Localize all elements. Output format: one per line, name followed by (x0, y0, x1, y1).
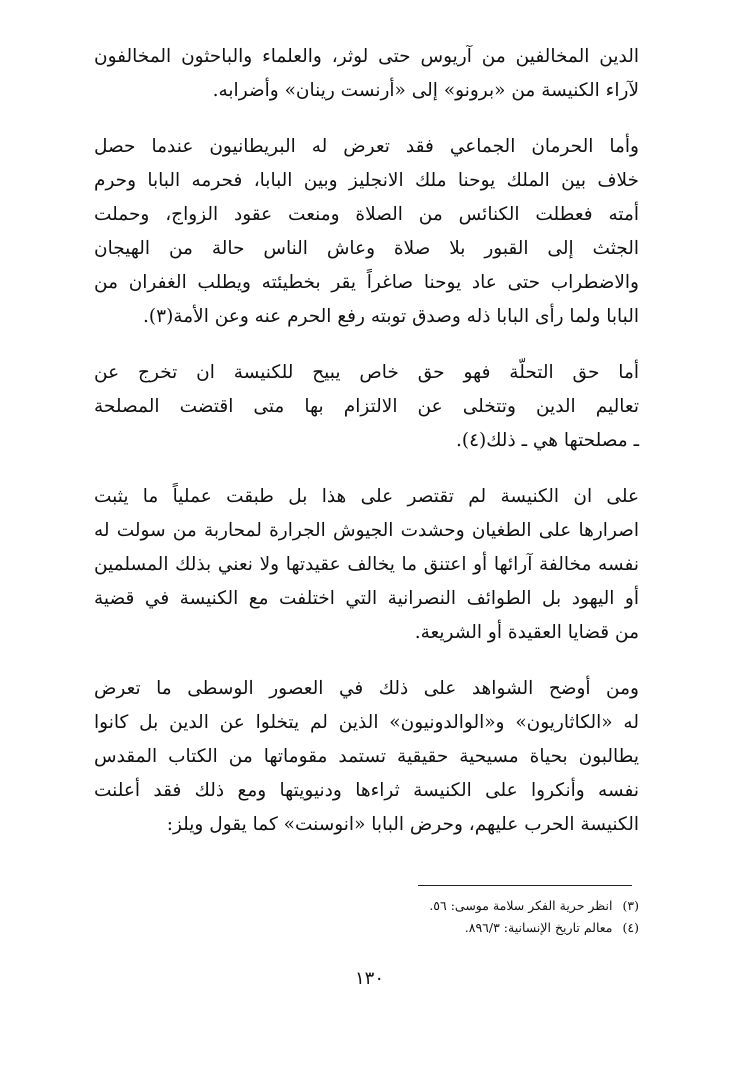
footnote-text: انظر حرية الفكر سلامة موسى: ٥٦. (429, 898, 613, 913)
footnote-number: (٤) (622, 920, 639, 935)
paragraph (94, 480, 639, 650)
page-number: ١٣٠ (354, 968, 384, 989)
paragraph (94, 672, 639, 842)
text-line: البابا ولما رأى البابا ذله وصدق توبته رفع الحرم عنه وعن الأمة(٣). (143, 306, 639, 327)
paragraph (94, 40, 639, 108)
text-line: أما حق التحلّة فهو حق خاص يبيح للكنيسة ان تخرج عن (94, 362, 639, 383)
text-line: تعاليم الدين وتتخلى عن الالتزام بها متى اقتضت المصلحة (94, 396, 639, 417)
text-line: اصرارها على الطغيان وحشدت الجيوش الجرارة لمحاربة من سولت له (94, 520, 639, 541)
footnotes (94, 895, 639, 939)
text-line: من قضايا العقيدة أو الشريعة. (414, 622, 639, 643)
text-line: على ان الكنيسة لم تقتصر على هذا بل طبقت عملياً ما يثبت (94, 486, 639, 507)
paragraph (94, 356, 639, 458)
text-line: ـ مصلحتها هي ـ ذلك(٤). (455, 430, 639, 451)
text-line: الكنيسة الحرب عليهم، وحرض البابا «انوسنت» كما يقول ويلز: (166, 814, 639, 835)
text-line: أمته فعطلت الكنائس من الصلاة ومنعت عقود الزواج، وحملت (94, 204, 639, 225)
footnote-number: (٣) (622, 898, 639, 913)
text-line: والاضطراب حتى عاد يوحنا صاغراً يقر بخطيئته ويطلب الغفران من (94, 272, 639, 293)
paragraph (94, 130, 639, 334)
text-line: الجثث إلى القبور بلا صلاة وعاش الناس حالة من الهيجان (94, 238, 639, 259)
footnote (94, 917, 639, 939)
text-line: ومن أوضح الشواهد على ذلك في العصور الوسطى ما تعرض (94, 678, 639, 699)
text-line: وأما الحرمان الجماعي فقد تعرض له البريطانيون عندما حصل (94, 136, 639, 157)
footnote-separator (418, 885, 632, 886)
text-line: له «الكاثاريون» و«الوالدونيون» الذين لم يتخلوا عن الدين بل كانوا (94, 712, 639, 733)
text-line: يطالبون بحياة مسيحية حقيقية تستمد مقوماتها من الكتاب المقدس (94, 746, 639, 767)
footnote-text: معالم تاريخ الإنسانية: ٨٩٦/٣. (464, 920, 613, 935)
text-line: خلاف بين الملك يوحنا ملك الانجليز وبين البابا، فحرمه البابا وحرم (94, 170, 639, 191)
text-line: أو اليهود بل الطوائف النصرانية التي اختلفت مع الكنيسة في قضية (94, 588, 639, 609)
text-line: نفسه مخالفة آرائها أو اعتنق ما يخالف عقيدتها ولا نعني بذلك المسلمين (94, 554, 639, 575)
body-text (94, 40, 639, 842)
text-line: الدين المخالفين من آريوس حتى لوثر، والعلماء والباحثون المخالفون (94, 46, 639, 67)
footnote (94, 895, 639, 917)
text-line: نفسه وأنكروا على الكنيسة ثراءها ودنيويتها ومع ذلك فقد أعلنت (94, 780, 639, 801)
text-line: لآراء الكنيسة من «برونو» إلى «أرنست رينان» وأضرابه. (212, 80, 639, 101)
